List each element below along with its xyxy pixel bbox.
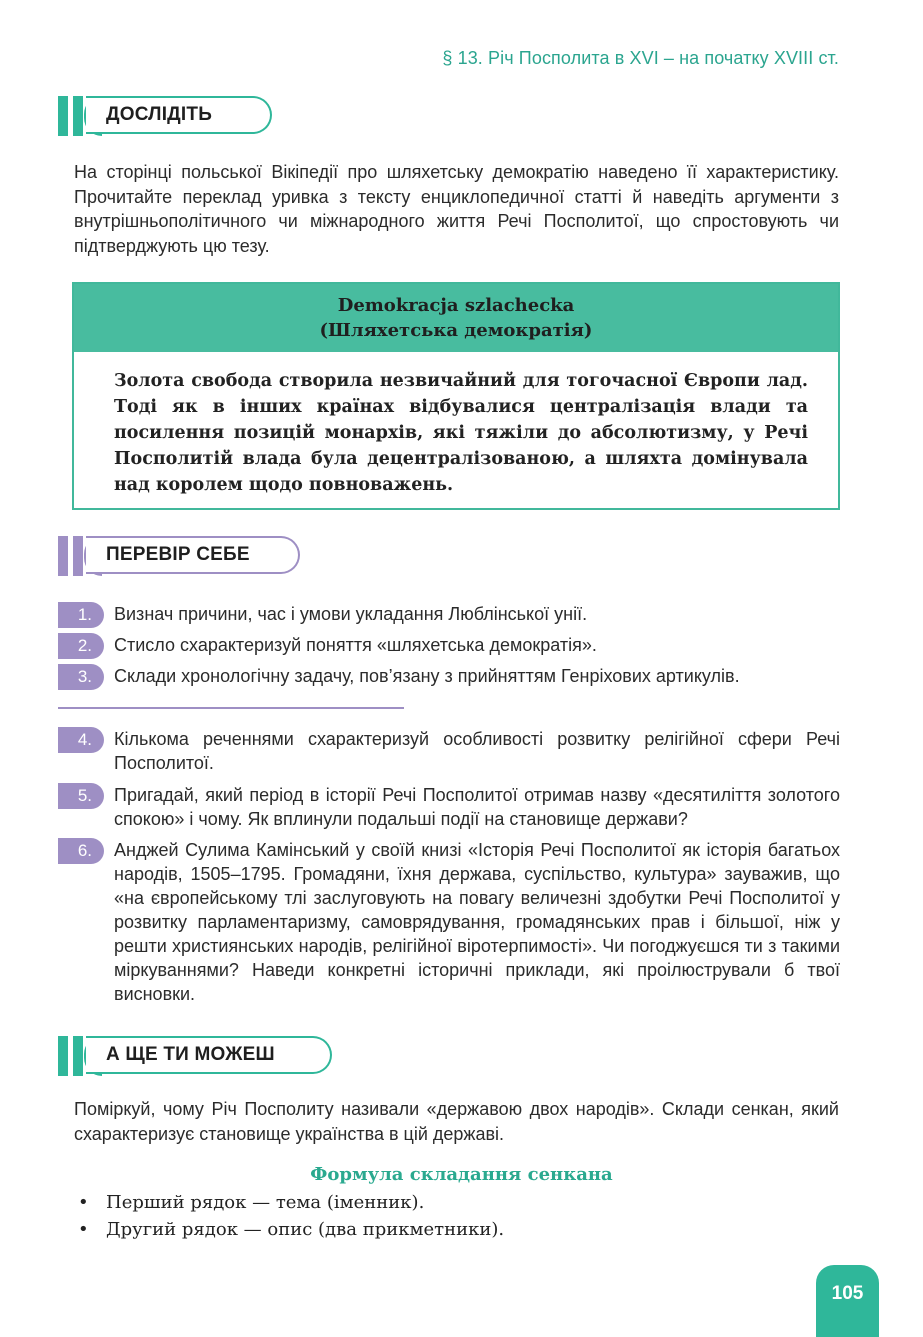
level-divider [58, 707, 404, 709]
header-bar [73, 536, 83, 576]
question-text: Склади хронологічну задачу, пов’язану з прийняттям Генріхових артикулів. [114, 666, 740, 686]
question-number: 5. [58, 783, 104, 809]
quote-text: Золота свобода створила незвичайний для тогочасної Європи лад. Тоді як в інших країнах відбувалися централізація влади та посилення позицій монархів, які тяжіли до абсолютизму, у Речі Посполитій влада була децентралізованою, а шляхта домінувала над королем щодо повноважень. [114, 371, 808, 495]
bullet-icon: • [78, 1192, 89, 1213]
explore-text: На сторінці польської Вікіпедії про шляхетську демократію наведено її характеристику. Прочитайте переклад уривка з тексту енциклопедичної статті й наведіть аргументи з внутрішньополітичного чи міжнародного життя Речі Посполитої, що спростовують чи підтверджують цю тезу. [74, 162, 839, 256]
formula-item-text: Другий рядок — опис (два прикметники). [106, 1219, 505, 1240]
header-bar [58, 1036, 68, 1076]
formula-title: Формула складання сенкана [310, 1164, 613, 1185]
more-title: А ЩЕ ТИ МОЖЕШ [106, 1044, 275, 1065]
header-bar [58, 96, 68, 136]
question-number: 6. [58, 838, 104, 864]
header-bar [73, 96, 83, 136]
formula-item [78, 1192, 424, 1213]
explore-title: ДОСЛІДІТЬ [106, 104, 213, 125]
question-text: Стисло схарактеризуй поняття «шляхетська демократія». [114, 635, 597, 655]
quote-header [74, 284, 838, 352]
page-number: 105 [816, 1265, 879, 1337]
quote-title-pl: Demokracja szlachecka [337, 295, 575, 316]
question-text: Визнач причини, час і умови укладання Люблінської унії. [114, 604, 588, 624]
header-pill [86, 1036, 332, 1074]
quote-box [72, 282, 840, 510]
question-text: Кількома реченнями схарактеризуй особливості розвитку релігійної сфери Речі Посполитої. [114, 729, 840, 773]
header-pill [86, 536, 300, 574]
bullet-icon: • [78, 1219, 89, 1240]
header-bar [58, 536, 68, 576]
more-text: Поміркуй, чому Річ Посполиту називали «державою двох народів». Склади сенкан, який схарактеризує становище українства в цій державі. [74, 1099, 839, 1144]
check-title: ПЕРЕВІР СЕБЕ [106, 544, 250, 565]
running-head: § 13. Річ Посполита в XVI – на початку XVIII ст. [442, 48, 839, 68]
question-text: Пригадай, який період в історії Речі Посполитої отримав назву «десятиліття золотого спокою» і чому. Як вплинули подальші події на становище держави? [114, 785, 840, 829]
quote-title-uk: (Шляхетська демократія) [319, 320, 593, 341]
question-text: Анджей Сулима Камінський у своїй книзі «Історія Речі Посполитої як історія багатьох народів, 1505–1795. Громадяни, їхня держава, суспільство, культура» зауважив, що «на європейському тлі заслуговують на повагу величезні здобутки Речі Посполитої у розвитку парламентаризму, самоврядування, громадянських прав і більшої, ніж у решти християнських народів, релігійної віротерпимості». Чи погоджуєшся ти з такими міркуваннями? Наведи конкретні історичні приклади, які проілюстрували б твої висновки. [114, 840, 840, 1004]
question-number: 1. [58, 602, 104, 628]
header-bar [73, 1036, 83, 1076]
question-number: 2. [58, 633, 104, 659]
question-number: 4. [58, 727, 104, 753]
formula-item [78, 1219, 504, 1240]
formula-item-text: Перший рядок — тема (іменник). [106, 1192, 425, 1213]
header-pill [86, 96, 272, 134]
question-number: 3. [58, 664, 104, 690]
